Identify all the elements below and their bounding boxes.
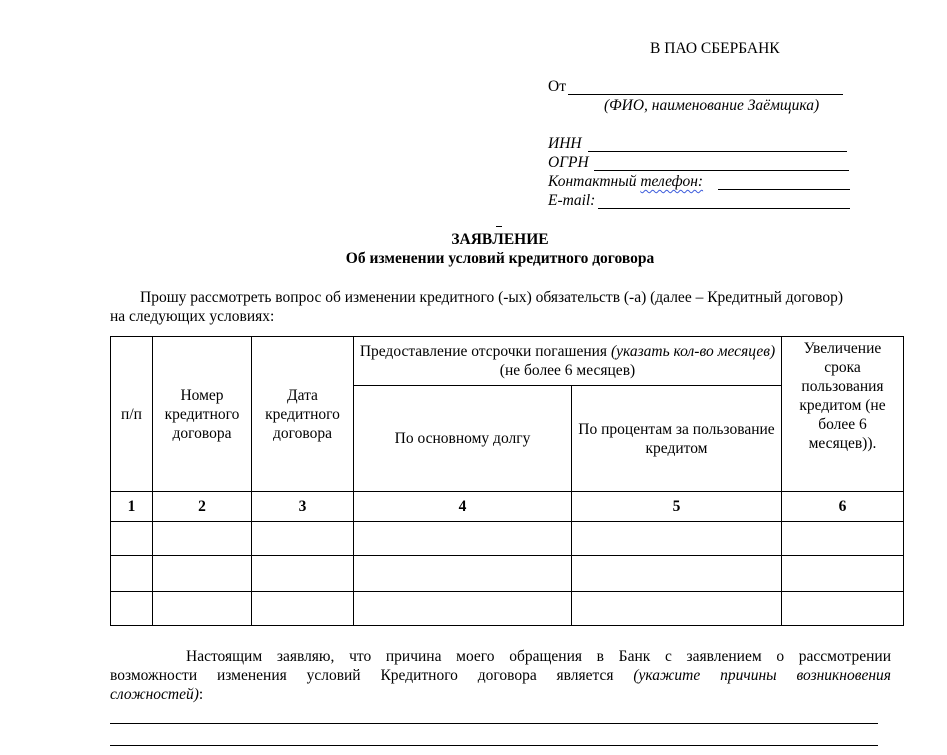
group-text-b: (указать кол-во месяцев) (610, 343, 776, 360)
table-cell[interactable] (782, 556, 904, 592)
reason-answer-line[interactable] (110, 745, 878, 746)
header-cell-term-extension: Увеличение срока пользования кредитом (не более 6 месяцев)). (782, 337, 904, 492)
from-field-line[interactable] (568, 94, 843, 95)
table-cell[interactable] (153, 592, 252, 626)
table-cell[interactable] (153, 556, 252, 592)
table-row (111, 556, 904, 592)
table-cell[interactable] (111, 556, 153, 592)
reason-line-2b: (укажите причины возникновения (633, 667, 891, 684)
header-cell-num: п/п (111, 337, 153, 492)
column-number: 4 (354, 492, 572, 522)
title-part-b: Л (492, 231, 504, 248)
from-label: От (548, 78, 566, 95)
column-number: 5 (572, 492, 782, 522)
reason-line-3a: сложностей) (110, 686, 199, 703)
table-cell[interactable] (782, 592, 904, 626)
table-cell[interactable] (111, 522, 153, 556)
reason-line-1: Настоящим заявляю, что причина моего обращения в Банк с заявлением о рассмотрении (186, 648, 891, 665)
reason-line-3b: : (198, 686, 204, 703)
title-part-c: ЕНИЕ (503, 231, 549, 248)
table-cell[interactable] (252, 522, 354, 556)
intro-line-2: на следующих условиях: (110, 308, 275, 325)
phone-label-b: телефон: (640, 173, 704, 190)
title-part-a: ЗАЯВ (451, 231, 493, 248)
table-cell[interactable] (252, 556, 354, 592)
reason-answer-line[interactable] (110, 723, 878, 724)
reason-line-2 (110, 666, 891, 686)
conditions-table (110, 336, 904, 626)
intro-line-1: Прошу рассмотреть вопрос об изменении кредитного (-ых) обязательств (-а) (далее – Кредитный договор) (140, 289, 844, 306)
bank-name: В ПАО СБЕРБАНК (650, 40, 780, 57)
header-cell-deferral-group (354, 337, 782, 386)
inn-field-line[interactable] (588, 151, 847, 152)
column-number-row (111, 492, 904, 522)
table-cell[interactable] (252, 592, 354, 626)
group-text-a: Предоставление отсрочки погашения (359, 343, 611, 360)
table-cell[interactable] (572, 522, 782, 556)
from-hint: (ФИО, наименование Заёмщика) (604, 97, 820, 114)
table-cell[interactable] (354, 556, 572, 592)
inn-label: ИНН (548, 135, 582, 152)
email-field-line[interactable] (598, 208, 850, 209)
table-row (111, 522, 904, 556)
phone-field-line[interactable] (718, 189, 850, 190)
column-number: 2 (153, 492, 252, 522)
phone-label-a: Контактный (548, 173, 641, 190)
header-cell-principal: По основному долгу (354, 386, 572, 492)
table-row (111, 592, 904, 626)
header-cell-contract-date: Дата кредитного договора (252, 337, 354, 492)
reason-line-3 (110, 685, 203, 705)
table-cell[interactable] (572, 592, 782, 626)
ogrn-field-line[interactable] (594, 170, 849, 171)
phone-label (548, 173, 703, 191)
table-cell[interactable] (782, 522, 904, 556)
document-subtitle: Об изменении условий кредитного договора (345, 250, 655, 267)
group-text-c: (не более 6 месяцев) (499, 362, 636, 379)
table-cell[interactable] (354, 522, 572, 556)
reason-line-2a: возможности изменения условий Кредитного договора является (110, 667, 634, 684)
document-title (0, 231, 947, 249)
column-number: 6 (782, 492, 904, 522)
table-cell[interactable] (354, 592, 572, 626)
table-cell[interactable] (111, 592, 153, 626)
header-cell-interest: По процентам за пользование кредитом (572, 386, 782, 492)
column-number: 1 (111, 492, 153, 522)
table-cell[interactable] (572, 556, 782, 592)
ogrn-label: ОГРН (548, 154, 589, 171)
column-number: 3 (252, 492, 354, 522)
header-cell-contract-number: Номер кредитного договора (153, 337, 252, 492)
email-label: E-mail: (548, 192, 596, 209)
table-cell[interactable] (153, 522, 252, 556)
